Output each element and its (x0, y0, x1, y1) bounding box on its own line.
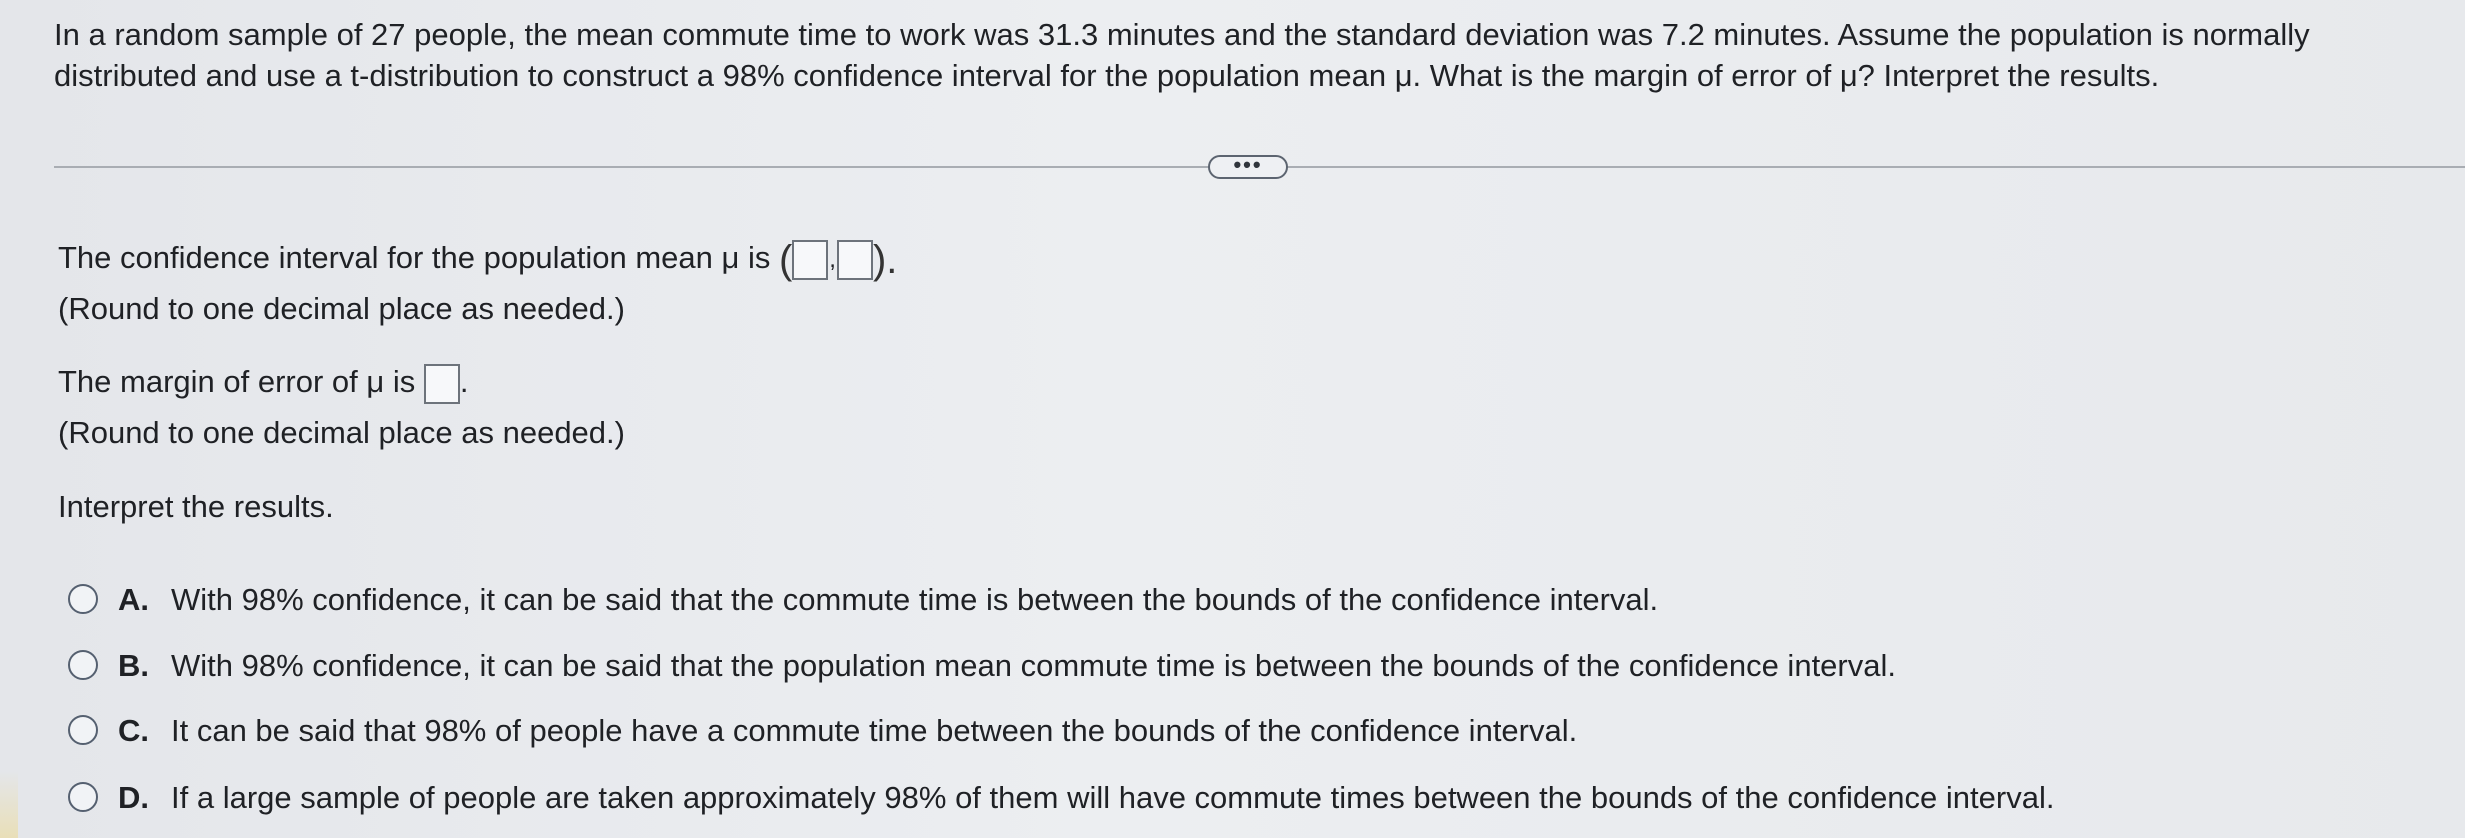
ci-separator: , (829, 245, 836, 273)
moe-line (58, 362, 469, 404)
option-a-text: With 98% confidence, it can be said that the commute time is between the bounds of the confidence interval. (171, 582, 1659, 617)
option-c[interactable] (68, 711, 1577, 751)
ci-prompt: The confidence interval for the population mean μ is (58, 240, 771, 275)
option-a[interactable] (68, 580, 1658, 620)
ci-close-paren: ). (872, 237, 898, 282)
option-c-radio[interactable] (68, 715, 98, 745)
more-options-button[interactable]: ••• (1208, 155, 1288, 179)
interpret-label: Interpret the results. (58, 489, 334, 524)
moe-end: . (459, 364, 469, 399)
option-b-text: With 98% confidence, it can be said that the population mean commute time is between the bounds of the confidence interval. (171, 648, 1896, 683)
ci-hint: (Round to one decimal place as needed.) (58, 291, 625, 326)
option-c-letter: C. (118, 713, 149, 748)
left-edge-strip (0, 0, 18, 838)
moe-hint: (Round to one decimal place as needed.) (58, 415, 625, 450)
option-c-text: It can be said that 98% of people have a commute time between the bounds of the confidence interval. (171, 713, 1578, 748)
moe-prompt: The margin of error of μ is (58, 364, 416, 399)
question-text: In a random sample of 27 people, the mean commute time to work was 31.3 minutes and the standard deviation was 7.2 minutes. Assume the population is normally distributed and use a t-distribution to construct a 98% confidence interval for the population mean μ. What is the margin of error of μ? Interpret the results. (54, 17, 2310, 93)
ci-line (58, 238, 897, 280)
moe-input[interactable] (424, 364, 460, 404)
ci-open-paren: ( (778, 237, 793, 282)
option-b-letter: B. (118, 648, 149, 683)
option-d-radio[interactable] (68, 782, 98, 812)
ci-upper-input[interactable] (837, 240, 873, 280)
option-d-text: If a large sample of people are taken approximately 98% of them will have commute times between the bounds of the confidence interval. (171, 780, 2055, 815)
option-b-radio[interactable] (68, 650, 98, 680)
option-a-letter: A. (118, 582, 149, 617)
option-b[interactable] (68, 646, 1896, 686)
option-a-radio[interactable] (68, 584, 98, 614)
ci-lower-input[interactable] (792, 240, 828, 280)
option-d-letter: D. (118, 780, 149, 815)
option-d[interactable] (68, 778, 2054, 818)
